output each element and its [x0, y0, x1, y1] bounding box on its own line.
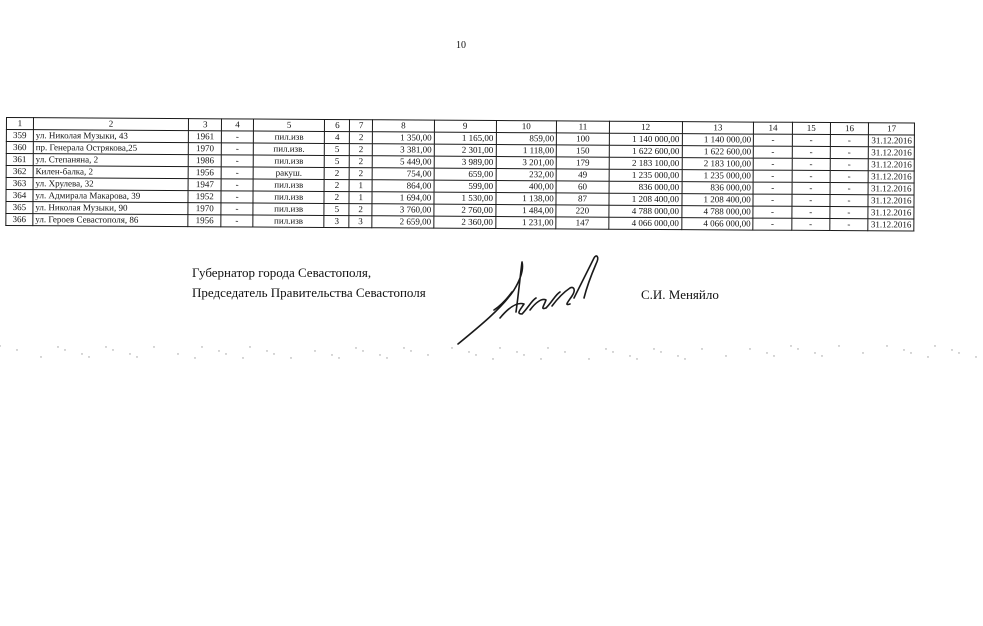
table-cell: - [830, 159, 869, 171]
table-cell: - [221, 179, 253, 191]
table-cell: пил.изв [253, 155, 325, 167]
table-cell: пил.изв [253, 179, 325, 191]
scan-artifact-dots [0, 338, 983, 368]
table-cell: 31.12.2016 [868, 219, 914, 231]
table-cell: 220 [556, 205, 609, 217]
table-cell: 3 [349, 216, 372, 228]
table-cell: 2 301,00 [434, 144, 496, 156]
table-cell: 1 208 400,00 [682, 194, 754, 206]
table-cell: 31.12.2016 [868, 183, 914, 195]
column-header-3: 3 [189, 119, 222, 131]
table-cell: - [753, 158, 792, 170]
table-cell: 100 [557, 133, 610, 145]
table-cell: - [792, 218, 830, 230]
table-cell: 599,00 [434, 180, 496, 192]
table-cell: 1970 [189, 143, 222, 155]
table-cell: - [754, 134, 793, 146]
table-cell: 1970 [188, 203, 221, 215]
table-cell: 1 165,00 [434, 132, 496, 144]
table-cell: 1 208 400,00 [609, 193, 682, 205]
table-cell: 5 449,00 [372, 156, 434, 168]
table-cell: 365 [6, 202, 33, 214]
table-cell: - [829, 219, 868, 231]
table-cell: - [221, 191, 253, 203]
table-cell: 1986 [189, 155, 222, 167]
table-cell: 31.12.2016 [868, 207, 914, 219]
table-cell: 232,00 [496, 168, 557, 180]
table-cell: - [792, 134, 830, 146]
table-cell: пил.изв [253, 131, 325, 143]
table-cell: 2 [324, 191, 349, 203]
table-cell: - [753, 170, 792, 182]
table-cell: - [830, 195, 869, 207]
column-header-1: 1 [6, 118, 33, 130]
table-cell: 1956 [188, 215, 221, 227]
signatory-title [192, 263, 426, 303]
table-cell: 1947 [188, 179, 221, 191]
table-cell: - [830, 207, 869, 219]
table-cell: 864,00 [372, 180, 434, 192]
table-cell: - [222, 131, 254, 143]
column-header-12: 12 [609, 121, 682, 133]
table-cell: пил.изв [253, 191, 325, 203]
table-cell: 1 622 600,00 [609, 145, 682, 157]
table-cell: 1 [349, 192, 372, 204]
table-cell: - [792, 170, 830, 182]
table-cell: 3 760,00 [372, 204, 434, 216]
table-cell: 150 [556, 145, 609, 157]
column-header-4: 4 [222, 119, 254, 131]
table-cell: 1 235 000,00 [682, 170, 754, 182]
table-cell: 3 [324, 215, 349, 227]
table-cell: 5 [324, 203, 349, 215]
table-cell: 3 201,00 [496, 156, 557, 168]
table-cell: 31.12.2016 [869, 135, 915, 147]
table-cell: 1 235 000,00 [609, 169, 682, 181]
column-header-16: 16 [830, 123, 869, 135]
table-cell: ул. Героев Севастополя, 86 [33, 214, 189, 227]
column-header-2: 2 [33, 118, 189, 131]
table-cell: ул. Николая Музыки, 90 [33, 202, 189, 215]
table-cell: 2 [349, 168, 372, 180]
table-cell: 87 [556, 193, 609, 205]
table-cell: - [753, 182, 792, 194]
column-header-14: 14 [754, 122, 793, 134]
table-cell: - [792, 194, 830, 206]
table-cell: 359 [6, 130, 33, 142]
column-header-10: 10 [496, 120, 557, 132]
table-cell: пр. Генерала Острякова,25 [33, 142, 189, 155]
table-cell: 836 000,00 [609, 181, 682, 193]
table-cell: пил.изв [253, 203, 325, 215]
table-body [6, 130, 915, 232]
table-cell: 2 [350, 132, 373, 144]
table-cell: 362 [6, 166, 33, 178]
table-cell: - [792, 182, 830, 194]
table-cell: 4 [325, 131, 350, 143]
table-cell: 179 [556, 157, 609, 169]
table-cell: - [830, 147, 869, 159]
table-cell: 31.12.2016 [868, 195, 914, 207]
table-cell: 1 118,00 [496, 144, 557, 156]
table-cell: ул. Николая Музыки, 43 [33, 130, 189, 143]
table-cell: - [754, 146, 793, 158]
table-cell: 2 183 100,00 [682, 158, 754, 170]
table-cell: 1 530,00 [434, 192, 496, 204]
table-cell: - [221, 143, 253, 155]
column-header-11: 11 [557, 121, 610, 133]
table-cell: 49 [556, 169, 609, 181]
table-cell: 2 659,00 [372, 216, 434, 228]
table-cell: - [792, 146, 830, 158]
table-cell: - [221, 203, 253, 215]
signatory-title-line-2: Председатель Правительства Севастополя [192, 285, 426, 300]
table-cell: 2 183 100,00 [609, 157, 682, 169]
table-cell: 3 381,00 [372, 144, 434, 156]
table-cell: 1 140 000,00 [682, 134, 754, 146]
table-cell: 31.12.2016 [869, 147, 915, 159]
table-cell: 31.12.2016 [869, 159, 915, 171]
table-cell: 1956 [188, 167, 221, 179]
signatory-name: С.И. Меняйло [641, 287, 719, 302]
table-cell: 2 760,00 [434, 204, 496, 216]
table-cell: 2 [349, 204, 372, 216]
table-cell: 5 [325, 155, 350, 167]
column-header-6: 6 [325, 119, 350, 131]
column-header-5: 5 [253, 119, 325, 131]
table-cell: 836 000,00 [682, 182, 754, 194]
column-header-7: 7 [350, 120, 373, 132]
table-cell: 5 [325, 143, 350, 155]
table-cell: 361 [6, 154, 33, 166]
table-cell: 754,00 [372, 168, 434, 180]
table-cell: 400,00 [496, 180, 557, 192]
table-cell: - [753, 206, 792, 218]
table-cell: 147 [556, 217, 609, 229]
table-cell: 2 [350, 144, 373, 156]
table-cell: 4 066 000,00 [609, 217, 682, 229]
table-cell: 3 989,00 [434, 156, 496, 168]
table-cell: 366 [6, 214, 33, 226]
table-cell: ул. Степаняна, 2 [33, 154, 189, 167]
table-cell: 4 788 000,00 [609, 205, 682, 217]
housing-register-table [5, 117, 915, 232]
table-cell: - [753, 194, 792, 206]
table-cell: 659,00 [434, 168, 496, 180]
table-cell: ул. Адмирала Макарова, 39 [33, 190, 189, 203]
column-header-13: 13 [682, 122, 754, 134]
table-cell: - [792, 206, 830, 218]
table-cell: - [221, 215, 253, 227]
table-cell: 2 [325, 167, 350, 179]
table-cell: - [830, 171, 869, 183]
table-cell: 360 [6, 142, 33, 154]
table-cell: 1 484,00 [495, 204, 556, 216]
table-cell: 1 140 000,00 [609, 133, 682, 145]
table-cell: 859,00 [496, 132, 557, 144]
column-header-15: 15 [792, 122, 830, 134]
table-cell: пил.изв [253, 215, 325, 227]
table-cell: - [221, 167, 253, 179]
table-cell: 4 788 000,00 [681, 206, 753, 218]
table-cell: 1 694,00 [372, 192, 434, 204]
table-cell: 31.12.2016 [868, 171, 914, 183]
table-cell: ул. Хрулева, 32 [33, 178, 189, 191]
column-header-8: 8 [373, 120, 435, 132]
table-cell: - [830, 135, 869, 147]
table-cell: 1 350,00 [372, 132, 434, 144]
table-cell: 1961 [189, 131, 222, 143]
column-header-17: 17 [869, 123, 915, 135]
table-cell: - [753, 218, 792, 230]
table-cell: 1 622 600,00 [682, 146, 754, 158]
table-cell: 60 [556, 181, 609, 193]
table-cell: 2 [325, 179, 350, 191]
page-number: 10 [456, 40, 466, 51]
table-cell: 4 066 000,00 [681, 218, 753, 230]
table-cell: 364 [6, 190, 33, 202]
table-cell: 363 [6, 178, 33, 190]
table-cell: 1 138,00 [495, 192, 556, 204]
table-cell: пил.изв. [253, 143, 325, 155]
table-cell: 1952 [188, 191, 221, 203]
signatory-title-line-1: Губернатор города Севастополя, [192, 265, 372, 280]
table-cell: Килен-балка, 2 [33, 166, 189, 179]
table-cell: - [830, 183, 869, 195]
table-cell: 2 360,00 [434, 216, 496, 228]
table-cell: ракуш. [253, 167, 325, 179]
table-cell: 1 [349, 180, 372, 192]
table-cell: - [221, 155, 253, 167]
table-cell: 1 231,00 [495, 216, 556, 228]
table-cell: - [792, 158, 830, 170]
table-cell: 2 [349, 156, 372, 168]
column-header-9: 9 [434, 120, 496, 132]
